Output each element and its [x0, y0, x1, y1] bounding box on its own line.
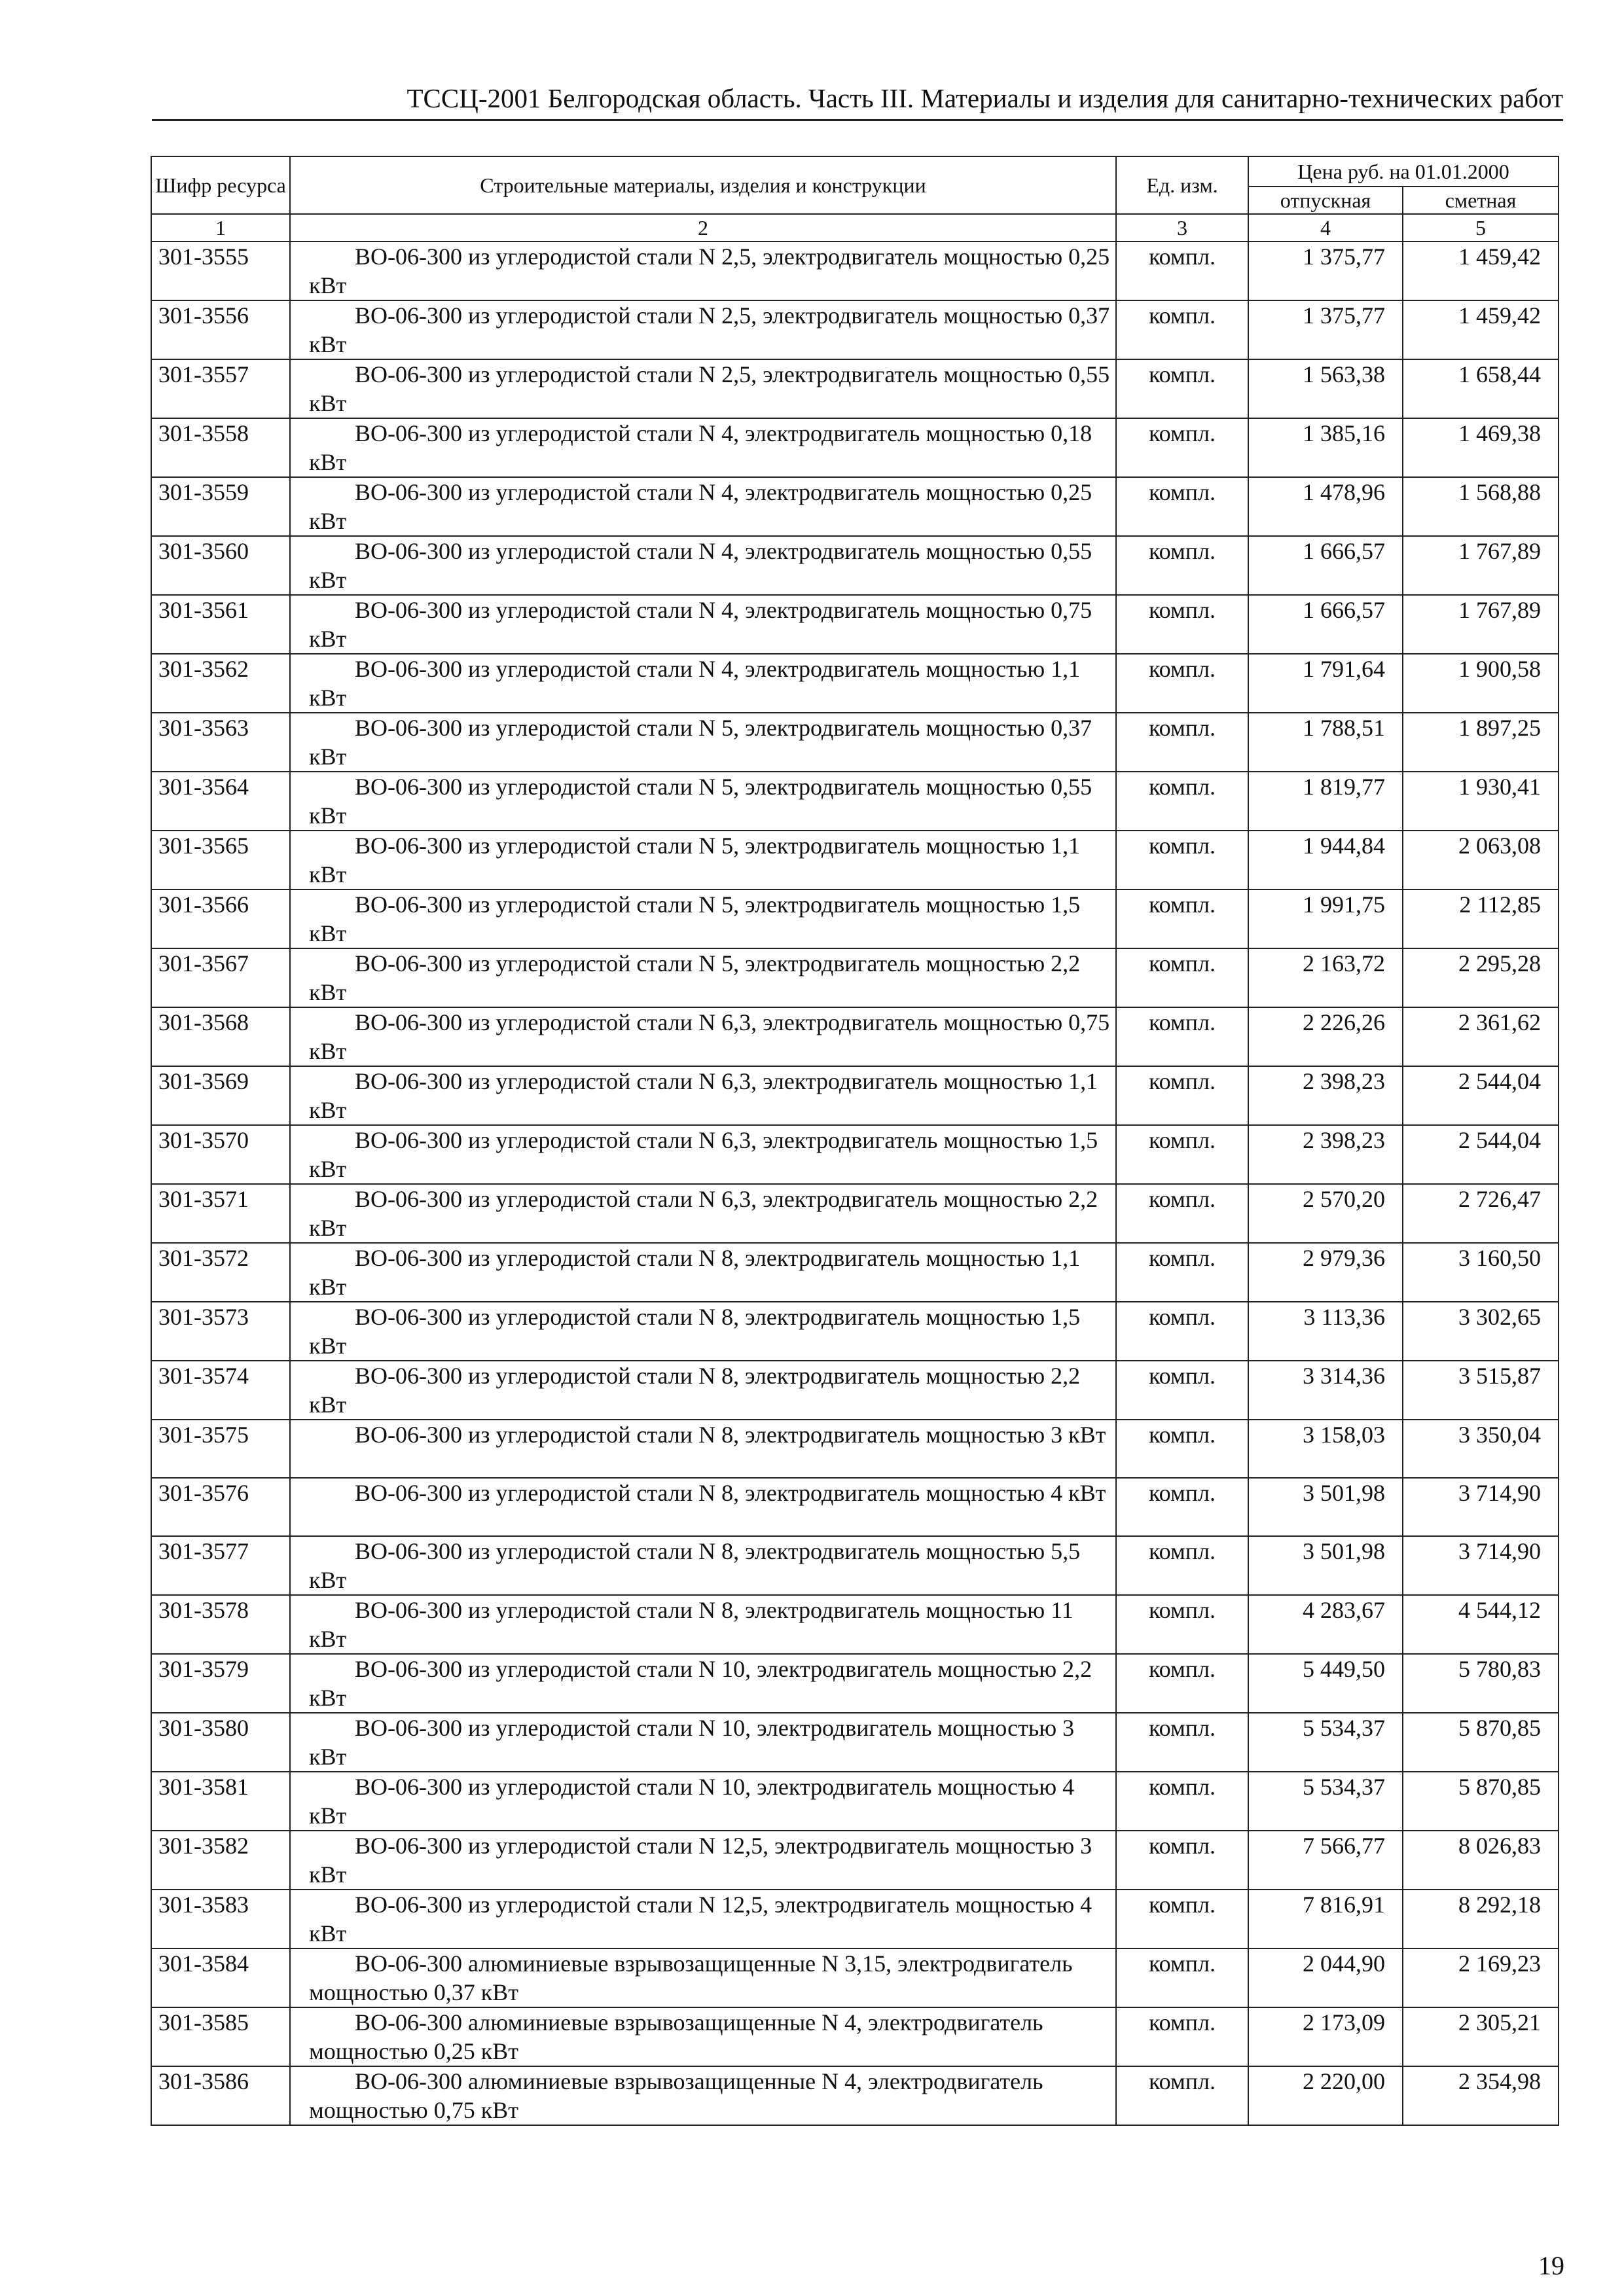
resource-code-cell: 301-3557 [151, 359, 290, 418]
material-name-cell: ВО-06-300 из углеродистой стали N 4, электродвигатель мощностью 1,1 кВт [290, 654, 1116, 713]
unit-cell: компл. [1116, 1007, 1248, 1066]
table-row [151, 948, 1559, 1007]
release-price-cell: 4 283,67 [1248, 1595, 1403, 1654]
material-name-cell: ВО-06-300 из углеродистой стали N 5, электродвигатель мощностью 0,55 кВт [290, 772, 1116, 831]
table-row [151, 831, 1559, 889]
table-row [151, 1243, 1559, 1302]
estimate-price-cell: 2 063,08 [1403, 831, 1559, 889]
estimate-price-cell: 3 714,90 [1403, 1478, 1559, 1536]
unit-cell: компл. [1116, 1478, 1248, 1536]
material-name-cell: ВО-06-300 из углеродистой стали N 2,5, электродвигатель мощностью 0,55 кВт [290, 359, 1116, 418]
release-price-cell: 1 819,77 [1248, 772, 1403, 831]
estimate-price-cell: 1 658,44 [1403, 359, 1559, 418]
column-header-name: Строительные материалы, изделия и конструкции [290, 156, 1116, 214]
unit-cell: компл. [1116, 1654, 1248, 1713]
unit-cell: компл. [1116, 831, 1248, 889]
estimate-price-cell: 3 714,90 [1403, 1536, 1559, 1595]
resource-code-cell: 301-3585 [151, 2007, 290, 2066]
unit-cell: компл. [1116, 418, 1248, 477]
table-body [151, 242, 1559, 2125]
release-price-cell: 2 979,36 [1248, 1243, 1403, 1302]
release-price-cell: 1 563,38 [1248, 359, 1403, 418]
resource-code-cell: 301-3562 [151, 654, 290, 713]
release-price-cell: 1 375,77 [1248, 300, 1403, 359]
resource-code-cell: 301-3564 [151, 772, 290, 831]
release-price-cell: 1 478,96 [1248, 477, 1403, 536]
table-row [151, 1831, 1559, 1890]
release-price-cell: 1 375,77 [1248, 242, 1403, 300]
unit-cell: компл. [1116, 300, 1248, 359]
resource-code-cell: 301-3570 [151, 1125, 290, 1184]
unit-cell: компл. [1116, 1420, 1248, 1478]
unit-cell: компл. [1116, 2066, 1248, 2125]
release-price-cell: 1 666,57 [1248, 536, 1403, 595]
release-price-cell: 3 113,36 [1248, 1302, 1403, 1361]
unit-cell: компл. [1116, 595, 1248, 654]
estimate-price-cell: 5 870,85 [1403, 1772, 1559, 1831]
table-row [151, 418, 1559, 477]
material-name-cell: ВО-06-300 из углеродистой стали N 8, электродвигатель мощностью 2,2 кВт [290, 1361, 1116, 1420]
resource-code-cell: 301-3574 [151, 1361, 290, 1420]
estimate-price-cell: 2 305,21 [1403, 2007, 1559, 2066]
material-name-cell: ВО-06-300 из углеродистой стали N 4, электродвигатель мощностью 0,18 кВт [290, 418, 1116, 477]
estimate-price-cell: 8 292,18 [1403, 1890, 1559, 1948]
release-price-cell: 5 534,37 [1248, 1713, 1403, 1772]
material-name-cell: ВО-06-300 из углеродистой стали N 12,5, электродвигатель мощностью 3 кВт [290, 1831, 1116, 1890]
release-price-cell: 2 398,23 [1248, 1125, 1403, 1184]
column-header-release-price: отпускная [1248, 187, 1403, 214]
material-name-cell: ВО-06-300 из углеродистой стали N 6,3, электродвигатель мощностью 2,2 кВт [290, 1184, 1116, 1243]
resource-code-cell: 301-3578 [151, 1595, 290, 1654]
resource-code-cell: 301-3568 [151, 1007, 290, 1066]
release-price-cell: 2 398,23 [1248, 1066, 1403, 1125]
material-name-cell: ВО-06-300 из углеродистой стали N 2,5, электродвигатель мощностью 0,37 кВт [290, 300, 1116, 359]
release-price-cell: 5 449,50 [1248, 1654, 1403, 1713]
resource-code-cell: 301-3558 [151, 418, 290, 477]
table-row [151, 2007, 1559, 2066]
release-price-cell: 3 501,98 [1248, 1478, 1403, 1536]
unit-cell: компл. [1116, 1890, 1248, 1948]
estimate-price-cell: 1 459,42 [1403, 242, 1559, 300]
material-name-cell: ВО-06-300 из углеродистой стали N 8, электродвигатель мощностью 1,1 кВт [290, 1243, 1116, 1302]
release-price-cell: 2 220,00 [1248, 2066, 1403, 2125]
release-price-cell: 2 044,90 [1248, 1948, 1403, 2007]
estimate-price-cell: 1 897,25 [1403, 713, 1559, 772]
material-name-cell: ВО-06-300 из углеродистой стали N 2,5, электродвигатель мощностью 0,25 кВт [290, 242, 1116, 300]
column-header-code: Шифр ресурса [151, 156, 290, 214]
unit-cell: компл. [1116, 2007, 1248, 2066]
resource-code-cell: 301-3573 [151, 1302, 290, 1361]
material-name-cell: ВО-06-300 из углеродистой стали N 4, электродвигатель мощностью 0,75 кВт [290, 595, 1116, 654]
estimate-price-cell: 8 026,83 [1403, 1831, 1559, 1890]
estimate-price-cell: 2 169,23 [1403, 1948, 1559, 2007]
unit-cell: компл. [1116, 1831, 1248, 1890]
release-price-cell: 1 991,75 [1248, 889, 1403, 948]
estimate-price-cell: 2 361,62 [1403, 1007, 1559, 1066]
release-price-cell: 2 226,26 [1248, 1007, 1403, 1066]
material-name-cell: ВО-06-300 из углеродистой стали N 8, электродвигатель мощностью 4 кВт [290, 1478, 1116, 1536]
table-row [151, 595, 1559, 654]
unit-cell: компл. [1116, 477, 1248, 536]
release-price-cell: 3 501,98 [1248, 1536, 1403, 1595]
column-header-unit: Ед. изм. [1116, 156, 1248, 214]
material-name-cell: ВО-06-300 из углеродистой стали N 8, электродвигатель мощностью 5,5 кВт [290, 1536, 1116, 1595]
release-price-cell: 3 158,03 [1248, 1420, 1403, 1478]
resource-code-cell: 301-3581 [151, 1772, 290, 1831]
table-row [151, 300, 1559, 359]
table-header [151, 156, 1559, 242]
estimate-price-cell: 3 515,87 [1403, 1361, 1559, 1420]
resource-code-cell: 301-3571 [151, 1184, 290, 1243]
resource-code-cell: 301-3563 [151, 713, 290, 772]
material-name-cell: ВО-06-300 алюминиевые взрывозащищенные N 4, электродвигатель мощностью 0,75 кВт [290, 2066, 1116, 2125]
column-number: 5 [1403, 214, 1559, 242]
material-name-cell: ВО-06-300 из углеродистой стали N 4, электродвигатель мощностью 0,55 кВт [290, 536, 1116, 595]
column-header-price-group: Цена руб. на 01.01.2000 [1248, 156, 1559, 187]
resource-code-cell: 301-3560 [151, 536, 290, 595]
estimate-price-cell: 2 295,28 [1403, 948, 1559, 1007]
unit-cell: компл. [1116, 359, 1248, 418]
material-name-cell: ВО-06-300 из углеродистой стали N 10, электродвигатель мощностью 3 кВт [290, 1713, 1116, 1772]
resource-code-cell: 301-3579 [151, 1654, 290, 1713]
table-row [151, 1420, 1559, 1478]
estimate-price-cell: 5 780,83 [1403, 1654, 1559, 1713]
resource-code-cell: 301-3575 [151, 1420, 290, 1478]
estimate-price-cell: 1 930,41 [1403, 772, 1559, 831]
estimate-price-cell: 2 112,85 [1403, 889, 1559, 948]
unit-cell: компл. [1116, 1302, 1248, 1361]
table-row [151, 1184, 1559, 1243]
resource-code-cell: 301-3566 [151, 889, 290, 948]
release-price-cell: 2 163,72 [1248, 948, 1403, 1007]
unit-cell: компл. [1116, 1066, 1248, 1125]
release-price-cell: 1 385,16 [1248, 418, 1403, 477]
unit-cell: компл. [1116, 948, 1248, 1007]
unit-cell: компл. [1116, 1948, 1248, 2007]
material-name-cell: ВО-06-300 из углеродистой стали N 8, электродвигатель мощностью 3 кВт [290, 1420, 1116, 1478]
estimate-price-cell: 1 767,89 [1403, 536, 1559, 595]
resource-code-cell: 301-3577 [151, 1536, 290, 1595]
material-name-cell: ВО-06-300 алюминиевые взрывозащищенные N 4, электродвигатель мощностью 0,25 кВт [290, 2007, 1116, 2066]
price-table [151, 156, 1559, 2126]
material-name-cell: ВО-06-300 из углеродистой стали N 5, электродвигатель мощностью 1,5 кВт [290, 889, 1116, 948]
release-price-cell: 1 666,57 [1248, 595, 1403, 654]
estimate-price-cell: 1 568,88 [1403, 477, 1559, 536]
resource-code-cell: 301-3576 [151, 1478, 290, 1536]
resource-code-cell: 301-3583 [151, 1890, 290, 1948]
column-header-estimate-price: сметная [1403, 187, 1559, 214]
unit-cell: компл. [1116, 1595, 1248, 1654]
resource-code-cell: 301-3555 [151, 242, 290, 300]
resource-code-cell: 301-3569 [151, 1066, 290, 1125]
estimate-price-cell: 2 544,04 [1403, 1125, 1559, 1184]
document-title: ТССЦ-2001 Белгородская область. Часть III. Материалы и изделия для санитарно-технических работ [406, 83, 1563, 113]
release-price-cell: 1 791,64 [1248, 654, 1403, 713]
release-price-cell: 7 816,91 [1248, 1890, 1403, 1948]
table-row [151, 477, 1559, 536]
table-row [151, 1478, 1559, 1536]
material-name-cell: ВО-06-300 из углеродистой стали N 10, электродвигатель мощностью 2,2 кВт [290, 1654, 1116, 1713]
table-row [151, 1713, 1559, 1772]
estimate-price-cell: 2 544,04 [1403, 1066, 1559, 1125]
unit-cell: компл. [1116, 1713, 1248, 1772]
resource-code-cell: 301-3582 [151, 1831, 290, 1890]
estimate-price-cell: 1 900,58 [1403, 654, 1559, 713]
unit-cell: компл. [1116, 654, 1248, 713]
table-row [151, 654, 1559, 713]
release-price-cell: 2 173,09 [1248, 2007, 1403, 2066]
resource-code-cell: 301-3561 [151, 595, 290, 654]
table-row [151, 1948, 1559, 2007]
material-name-cell: ВО-06-300 из углеродистой стали N 8, электродвигатель мощностью 11 кВт [290, 1595, 1116, 1654]
unit-cell: компл. [1116, 1536, 1248, 1595]
estimate-price-cell: 4 544,12 [1403, 1595, 1559, 1654]
material-name-cell: ВО-06-300 алюминиевые взрывозащищенные N 3,15, электродвигатель мощностью 0,37 кВт [290, 1948, 1116, 2007]
table-row [151, 889, 1559, 948]
table-row [151, 1302, 1559, 1361]
unit-cell: компл. [1116, 713, 1248, 772]
resource-code-cell: 301-3567 [151, 948, 290, 1007]
column-number: 3 [1116, 214, 1248, 242]
table-row [151, 2066, 1559, 2125]
material-name-cell: ВО-06-300 из углеродистой стали N 6,3, электродвигатель мощностью 1,5 кВт [290, 1125, 1116, 1184]
unit-cell: компл. [1116, 1361, 1248, 1420]
estimate-price-cell: 3 350,04 [1403, 1420, 1559, 1478]
material-name-cell: ВО-06-300 из углеродистой стали N 5, электродвигатель мощностью 1,1 кВт [290, 831, 1116, 889]
table-row [151, 1066, 1559, 1125]
release-price-cell: 1 788,51 [1248, 713, 1403, 772]
table-row [151, 772, 1559, 831]
page-number: 19 [1538, 2251, 1564, 2280]
table-row [151, 1536, 1559, 1595]
release-price-cell: 2 570,20 [1248, 1184, 1403, 1243]
table-row [151, 1007, 1559, 1066]
table-row [151, 242, 1559, 300]
estimate-price-cell: 2 354,98 [1403, 2066, 1559, 2125]
estimate-price-cell: 3 160,50 [1403, 1243, 1559, 1302]
unit-cell: компл. [1116, 1772, 1248, 1831]
column-number: 2 [290, 214, 1116, 242]
table-row [151, 1654, 1559, 1713]
estimate-price-cell: 3 302,65 [1403, 1302, 1559, 1361]
page-header [152, 77, 1563, 121]
unit-cell: компл. [1116, 772, 1248, 831]
resource-code-cell: 301-3572 [151, 1243, 290, 1302]
resource-code-cell: 301-3580 [151, 1713, 290, 1772]
material-name-cell: ВО-06-300 из углеродистой стали N 6,3, электродвигатель мощностью 1,1 кВт [290, 1066, 1116, 1125]
material-name-cell: ВО-06-300 из углеродистой стали N 10, электродвигатель мощностью 4 кВт [290, 1772, 1116, 1831]
estimate-price-cell: 1 459,42 [1403, 300, 1559, 359]
table-row [151, 713, 1559, 772]
unit-cell: компл. [1116, 242, 1248, 300]
table-row [151, 1361, 1559, 1420]
unit-cell: компл. [1116, 1184, 1248, 1243]
material-name-cell: ВО-06-300 из углеродистой стали N 4, электродвигатель мощностью 0,25 кВт [290, 477, 1116, 536]
material-name-cell: ВО-06-300 из углеродистой стали N 12,5, электродвигатель мощностью 4 кВт [290, 1890, 1116, 1948]
table-row [151, 359, 1559, 418]
resource-code-cell: 301-3565 [151, 831, 290, 889]
resource-code-cell: 301-3586 [151, 2066, 290, 2125]
estimate-price-cell: 1 767,89 [1403, 595, 1559, 654]
resource-code-cell: 301-3559 [151, 477, 290, 536]
estimate-price-cell: 2 726,47 [1403, 1184, 1559, 1243]
release-price-cell: 7 566,77 [1248, 1831, 1403, 1890]
column-number: 1 [151, 214, 290, 242]
unit-cell: компл. [1116, 1243, 1248, 1302]
table-row [151, 1595, 1559, 1654]
table-row [151, 1772, 1559, 1831]
material-name-cell: ВО-06-300 из углеродистой стали N 5, электродвигатель мощностью 0,37 кВт [290, 713, 1116, 772]
estimate-price-cell: 1 469,38 [1403, 418, 1559, 477]
material-name-cell: ВО-06-300 из углеродистой стали N 6,3, электродвигатель мощностью 0,75 кВт [290, 1007, 1116, 1066]
release-price-cell: 3 314,36 [1248, 1361, 1403, 1420]
table-row [151, 1125, 1559, 1184]
release-price-cell: 5 534,37 [1248, 1772, 1403, 1831]
material-name-cell: ВО-06-300 из углеродистой стали N 8, электродвигатель мощностью 1,5 кВт [290, 1302, 1116, 1361]
resource-code-cell: 301-3584 [151, 1948, 290, 2007]
release-price-cell: 1 944,84 [1248, 831, 1403, 889]
table-row [151, 536, 1559, 595]
unit-cell: компл. [1116, 536, 1248, 595]
material-name-cell: ВО-06-300 из углеродистой стали N 5, электродвигатель мощностью 2,2 кВт [290, 948, 1116, 1007]
resource-code-cell: 301-3556 [151, 300, 290, 359]
column-number: 4 [1248, 214, 1403, 242]
table-row [151, 1890, 1559, 1948]
unit-cell: компл. [1116, 1125, 1248, 1184]
estimate-price-cell: 5 870,85 [1403, 1713, 1559, 1772]
unit-cell: компл. [1116, 889, 1248, 948]
